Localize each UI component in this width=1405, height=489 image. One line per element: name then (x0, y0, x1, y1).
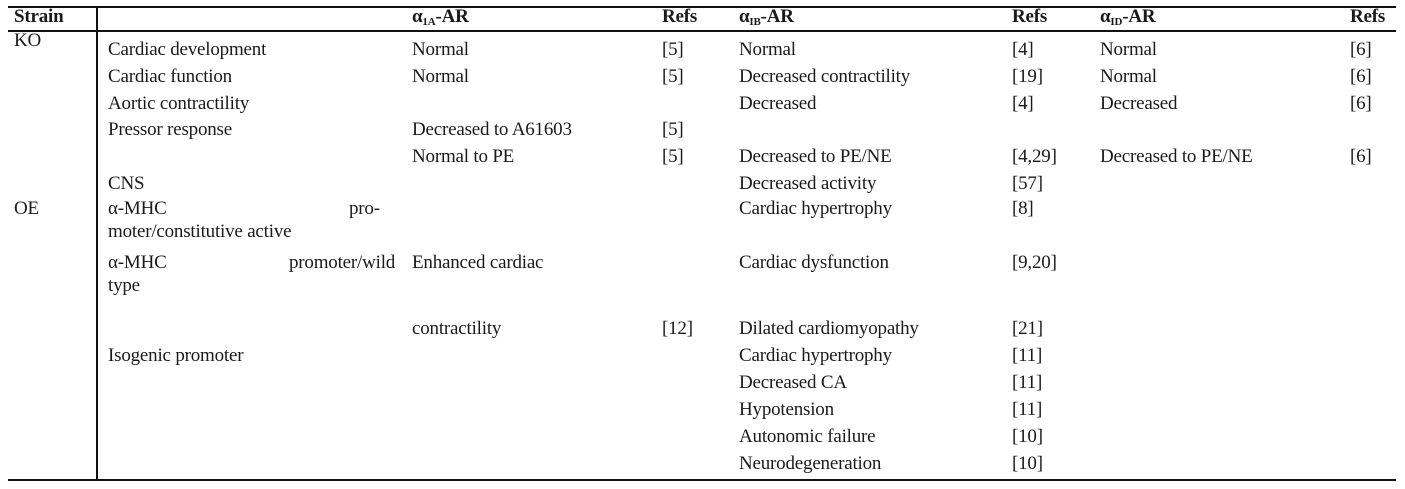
a1b-neurodegeneration-ref: [10] (1012, 453, 1043, 474)
header-alpha1b-greek: α (739, 6, 750, 27)
a1a-cardiac-function: Normal (412, 66, 469, 87)
header-alpha1b (739, 6, 794, 33)
phenotype-pressor-response: Pressor response (108, 119, 232, 140)
a1b-cns-ref: [57] (1012, 173, 1043, 194)
a1b-decreased-ca-ref: [11] (1012, 372, 1043, 393)
header-refs-1: Refs (662, 6, 698, 27)
a1b-pressor-pe-ne: Decreased to PE/NE (739, 146, 892, 167)
a1a-pressor-pe-ref: [5] (662, 146, 684, 167)
top-rule (8, 6, 1396, 8)
a1b-autonomic-failure-ref: [10] (1012, 426, 1043, 447)
a1a-enhanced-cardiac: Enhanced cardiac (412, 252, 544, 273)
a1b-cardiac-dysfunction: Cardiac dysfunction (739, 252, 889, 273)
a1b-dilated-cardiomyopathy-ref: [21] (1012, 318, 1043, 339)
header-alpha1b-sub: IB (749, 16, 761, 28)
phenotype-isogenic-promoter: Isogenic promoter (108, 345, 244, 366)
a1b-isogenic-hypertrophy-ref: [11] (1012, 345, 1043, 366)
phenotype-aortic-contractility: Aortic contractility (108, 93, 250, 114)
bottom-rule (8, 479, 1396, 481)
a1b-cardiac-function: Decreased contractility (739, 66, 911, 87)
a1b-neurodegeneration: Neurodegeneration (739, 453, 882, 474)
header-refs-3: Refs (1350, 6, 1386, 27)
a1d-cardiac-development: Normal (1100, 39, 1157, 60)
a1a-contractility: contractility (412, 318, 502, 339)
header-refs-2: Refs (1012, 6, 1048, 27)
phenotype-cardiac-function: Cardiac function (108, 66, 232, 87)
header-alpha1a-greek: α (412, 6, 423, 27)
header-alpha1d (1100, 6, 1155, 33)
a1d-pressor-pe-ne: Decreased to PE/NE (1100, 146, 1253, 167)
phenotype-mhc-constitutive-c: moter/constitutive active (108, 221, 292, 242)
a1a-cardiac-development: Normal (412, 39, 469, 60)
strain-column-divider (96, 6, 98, 481)
a1b-cardiac-dysfunction-ref: [9,20] (1012, 252, 1057, 273)
a1b-hypotension-ref: [11] (1012, 399, 1043, 420)
a1d-pressor-pe-ne-ref: [6] (1350, 146, 1372, 167)
a1b-aortic: Decreased (739, 93, 817, 114)
a1a-cardiac-function-ref: [5] (662, 66, 684, 87)
strain-oe: OE (14, 198, 39, 219)
header-alpha1a (412, 6, 469, 33)
phenotype-mhc-wild-c: type (108, 275, 140, 296)
phenotype-mhc-wild-b: promoter/wild (289, 252, 396, 273)
a1a-pressor-pe: Normal to PE (412, 146, 515, 167)
a1d-cardiac-function-ref: [6] (1350, 66, 1372, 87)
header-alpha1d-sub: ID (1110, 16, 1123, 28)
a1b-cardiac-development: Normal (739, 39, 796, 60)
a1d-cardiac-function: Normal (1100, 66, 1157, 87)
phenotype-cns: CNS (108, 173, 145, 194)
a1b-cardiac-development-ref: [4] (1012, 39, 1034, 60)
a1d-cardiac-development-ref: [6] (1350, 39, 1372, 60)
a1b-cardiac-function-ref: [19] (1012, 66, 1043, 87)
header-strain: Strain (14, 6, 64, 27)
header-alpha1a-sub: 1A (422, 16, 436, 28)
a1a-cardiac-development-ref: [5] (662, 39, 684, 60)
phenotype-mhc-constitutive-b: pro- (349, 198, 380, 219)
a1a-contractility-ref: [12] (662, 318, 693, 339)
strain-ko: KO (14, 30, 42, 51)
header-alpha1b-suffix: -AR (760, 6, 794, 27)
a1b-oe-hypertrophy-ref: [8] (1012, 198, 1034, 219)
a1b-autonomic-failure: Autonomic failure (739, 426, 876, 447)
a1b-oe-hypertrophy: Cardiac hypertrophy (739, 198, 892, 219)
a1b-decreased-ca: Decreased CA (739, 372, 847, 393)
a1b-hypotension: Hypotension (739, 399, 834, 420)
a1b-pressor-pe-ne-ref: [4,29] (1012, 146, 1057, 167)
a1b-dilated-cardiomyopathy: Dilated cardiomyopathy (739, 318, 919, 339)
header-alpha1d-suffix: -AR (1122, 6, 1156, 27)
header-alpha1d-greek: α (1100, 6, 1111, 27)
a1d-aortic-ref: [6] (1350, 93, 1372, 114)
phenotype-cardiac-development: Cardiac development (108, 39, 267, 60)
a1a-pressor-a61603-ref: [5] (662, 119, 684, 140)
a1b-isogenic-hypertrophy: Cardiac hypertrophy (739, 345, 892, 366)
header-alpha1a-suffix: -AR (435, 6, 469, 27)
a1d-aortic: Decreased (1100, 93, 1178, 114)
a1b-aortic-ref: [4] (1012, 93, 1034, 114)
phenotype-mhc-constitutive-a: α-MHC (108, 198, 167, 219)
phenotype-mhc-wild-a: α-MHC (108, 252, 167, 273)
header-rule (8, 30, 1396, 32)
a1a-pressor-a61603: Decreased to A61603 (412, 119, 572, 140)
a1b-cns: Decreased activity (739, 173, 877, 194)
